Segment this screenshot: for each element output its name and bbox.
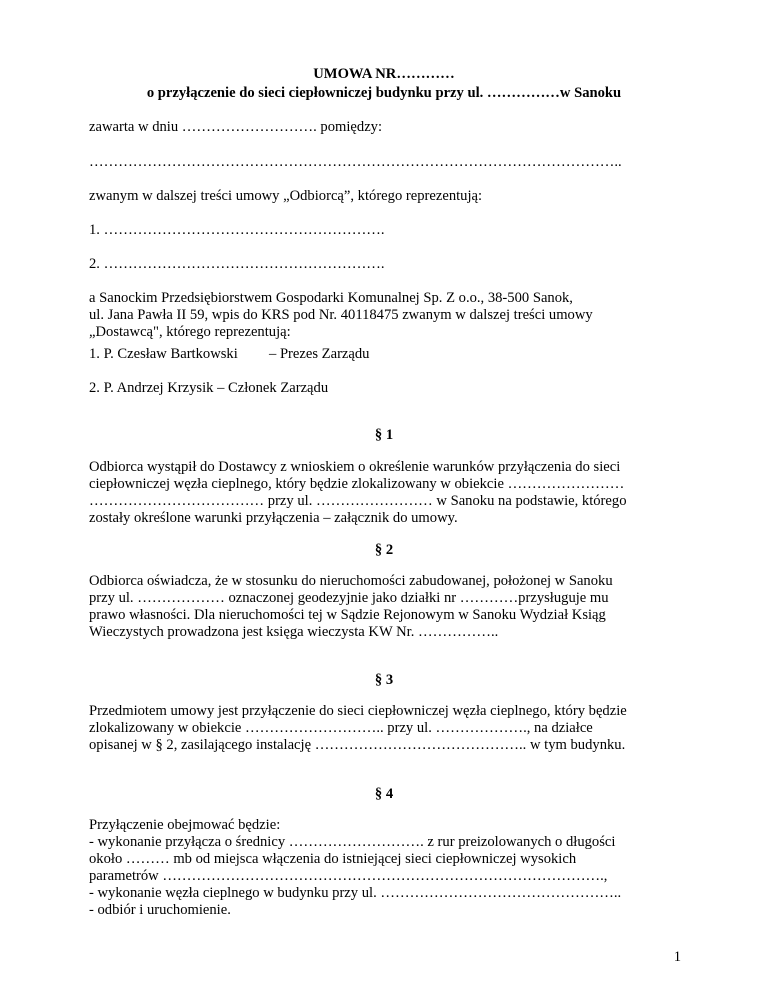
section-1-body [89, 459, 689, 527]
section-2-heading: § 2 [374, 542, 394, 558]
paragraph-line: - wykonanie węzła cieplnego w budynku przy ul. ………………………………………….. [89, 885, 622, 901]
recipient-representative-1: 1. …………………………………………………. [89, 222, 385, 238]
section-3-body [89, 703, 689, 754]
paragraph-line: Odbiorca oświadcza, że w stosunku do nieruchomości zabudowanej, położonej w Sanoku [89, 573, 613, 589]
paragraph-line: około ……… mb od miejsca włączenia do istniejącej sieci ciepłowniczej wysokich [89, 851, 577, 867]
section-3-heading: § 3 [374, 672, 394, 688]
page-number: 1 [673, 949, 681, 965]
supplier-representative-2: 2. P. Andrzej Krzysik – Członek Zarządu [89, 380, 329, 396]
paragraph-line: parametrów ………………………………………………………………………………., [89, 868, 608, 884]
representative-role: – Prezes Zarządu [269, 346, 370, 362]
paragraph-line: - wykonanie przyłącza o średnicy ………………………. z rur preizolowanych o długości [89, 834, 616, 850]
paragraph-line: - odbiór i uruchomienie. [89, 902, 231, 918]
supplier-paragraph [89, 290, 689, 341]
paragraph-line: ……………………………… przy ul. …………………… w Sanoku na podstawie, którego [89, 493, 627, 509]
paragraph-line: zostały określone warunki przyłączenia – załącznik do umowy. [89, 510, 458, 526]
paragraph-line: opisanej w § 2, zasilającego instalację …………………………………….. w tym budynku. [89, 737, 626, 753]
paragraph-line: Przedmiotem umowy jest przyłączenie do sieci ciepłowniczej węzła cieplnego, który będzie [89, 703, 627, 719]
document-subtitle: o przyłączenie do sieci ciepłowniczej budynku przy ul. ……………w Sanoku [146, 85, 622, 101]
concluded-date-line: zawarta w dniu ………………………. pomiędzy: [89, 119, 383, 135]
paragraph-line: przy ul. ……………… oznaczonej geodezyjnie jako działki nr …………przysługuje mu [89, 590, 609, 606]
section-4-heading: § 4 [374, 786, 394, 802]
representative-name: 1. P. Czesław Bartkowski [89, 346, 238, 362]
section-2-body [89, 573, 689, 641]
paragraph-line: ciepłowniczej węzła cieplnego, który będzie zlokalizowany w obiekcie …………………… [89, 476, 625, 492]
supplier-representative-1 [89, 346, 369, 363]
paragraph-line: Wieczystych prowadzona jest księga wieczysta KW Nr. …………….. [89, 624, 499, 640]
paragraph-line: Odbiorca wystąpił do Dostawcy z wnioskiem o określenie warunków przyłączenia do sieci [89, 459, 621, 475]
recipient-definition: zwanym w dalszej treści umowy „Odbiorcą”, którego reprezentują: [89, 188, 483, 204]
recipient-representative-2: 2. …………………………………………………. [89, 256, 385, 272]
party-name-line: ……………………………………………………………………………………………….. [89, 154, 622, 170]
paragraph-line: Przyłączenie obejmować będzie: [89, 817, 281, 833]
paragraph-line: prawo własności. Dla nieruchomości tej w Sądzie Rejonowym w Sanoku Wydział Ksiąg [89, 607, 606, 623]
paragraph-line: ul. Jana Pawła II 59, wpis do KRS pod Nr. 40118475 zwanym w dalszej treści umowy [89, 307, 593, 323]
section-4-body [89, 817, 689, 919]
section-1-heading: § 1 [374, 427, 394, 443]
paragraph-line: a Sanockim Przedsiębiorstwem Gospodarki Komunalnej Sp. Z o.o., 38-500 Sanok, [89, 290, 573, 306]
paragraph-line: zlokalizowany w obiekcie ……………………….. przy ul. ………………., na działce [89, 720, 593, 736]
document-title: UMOWA NR………… [313, 66, 455, 82]
paragraph-line: „Dostawcą", którego reprezentują: [89, 324, 291, 340]
